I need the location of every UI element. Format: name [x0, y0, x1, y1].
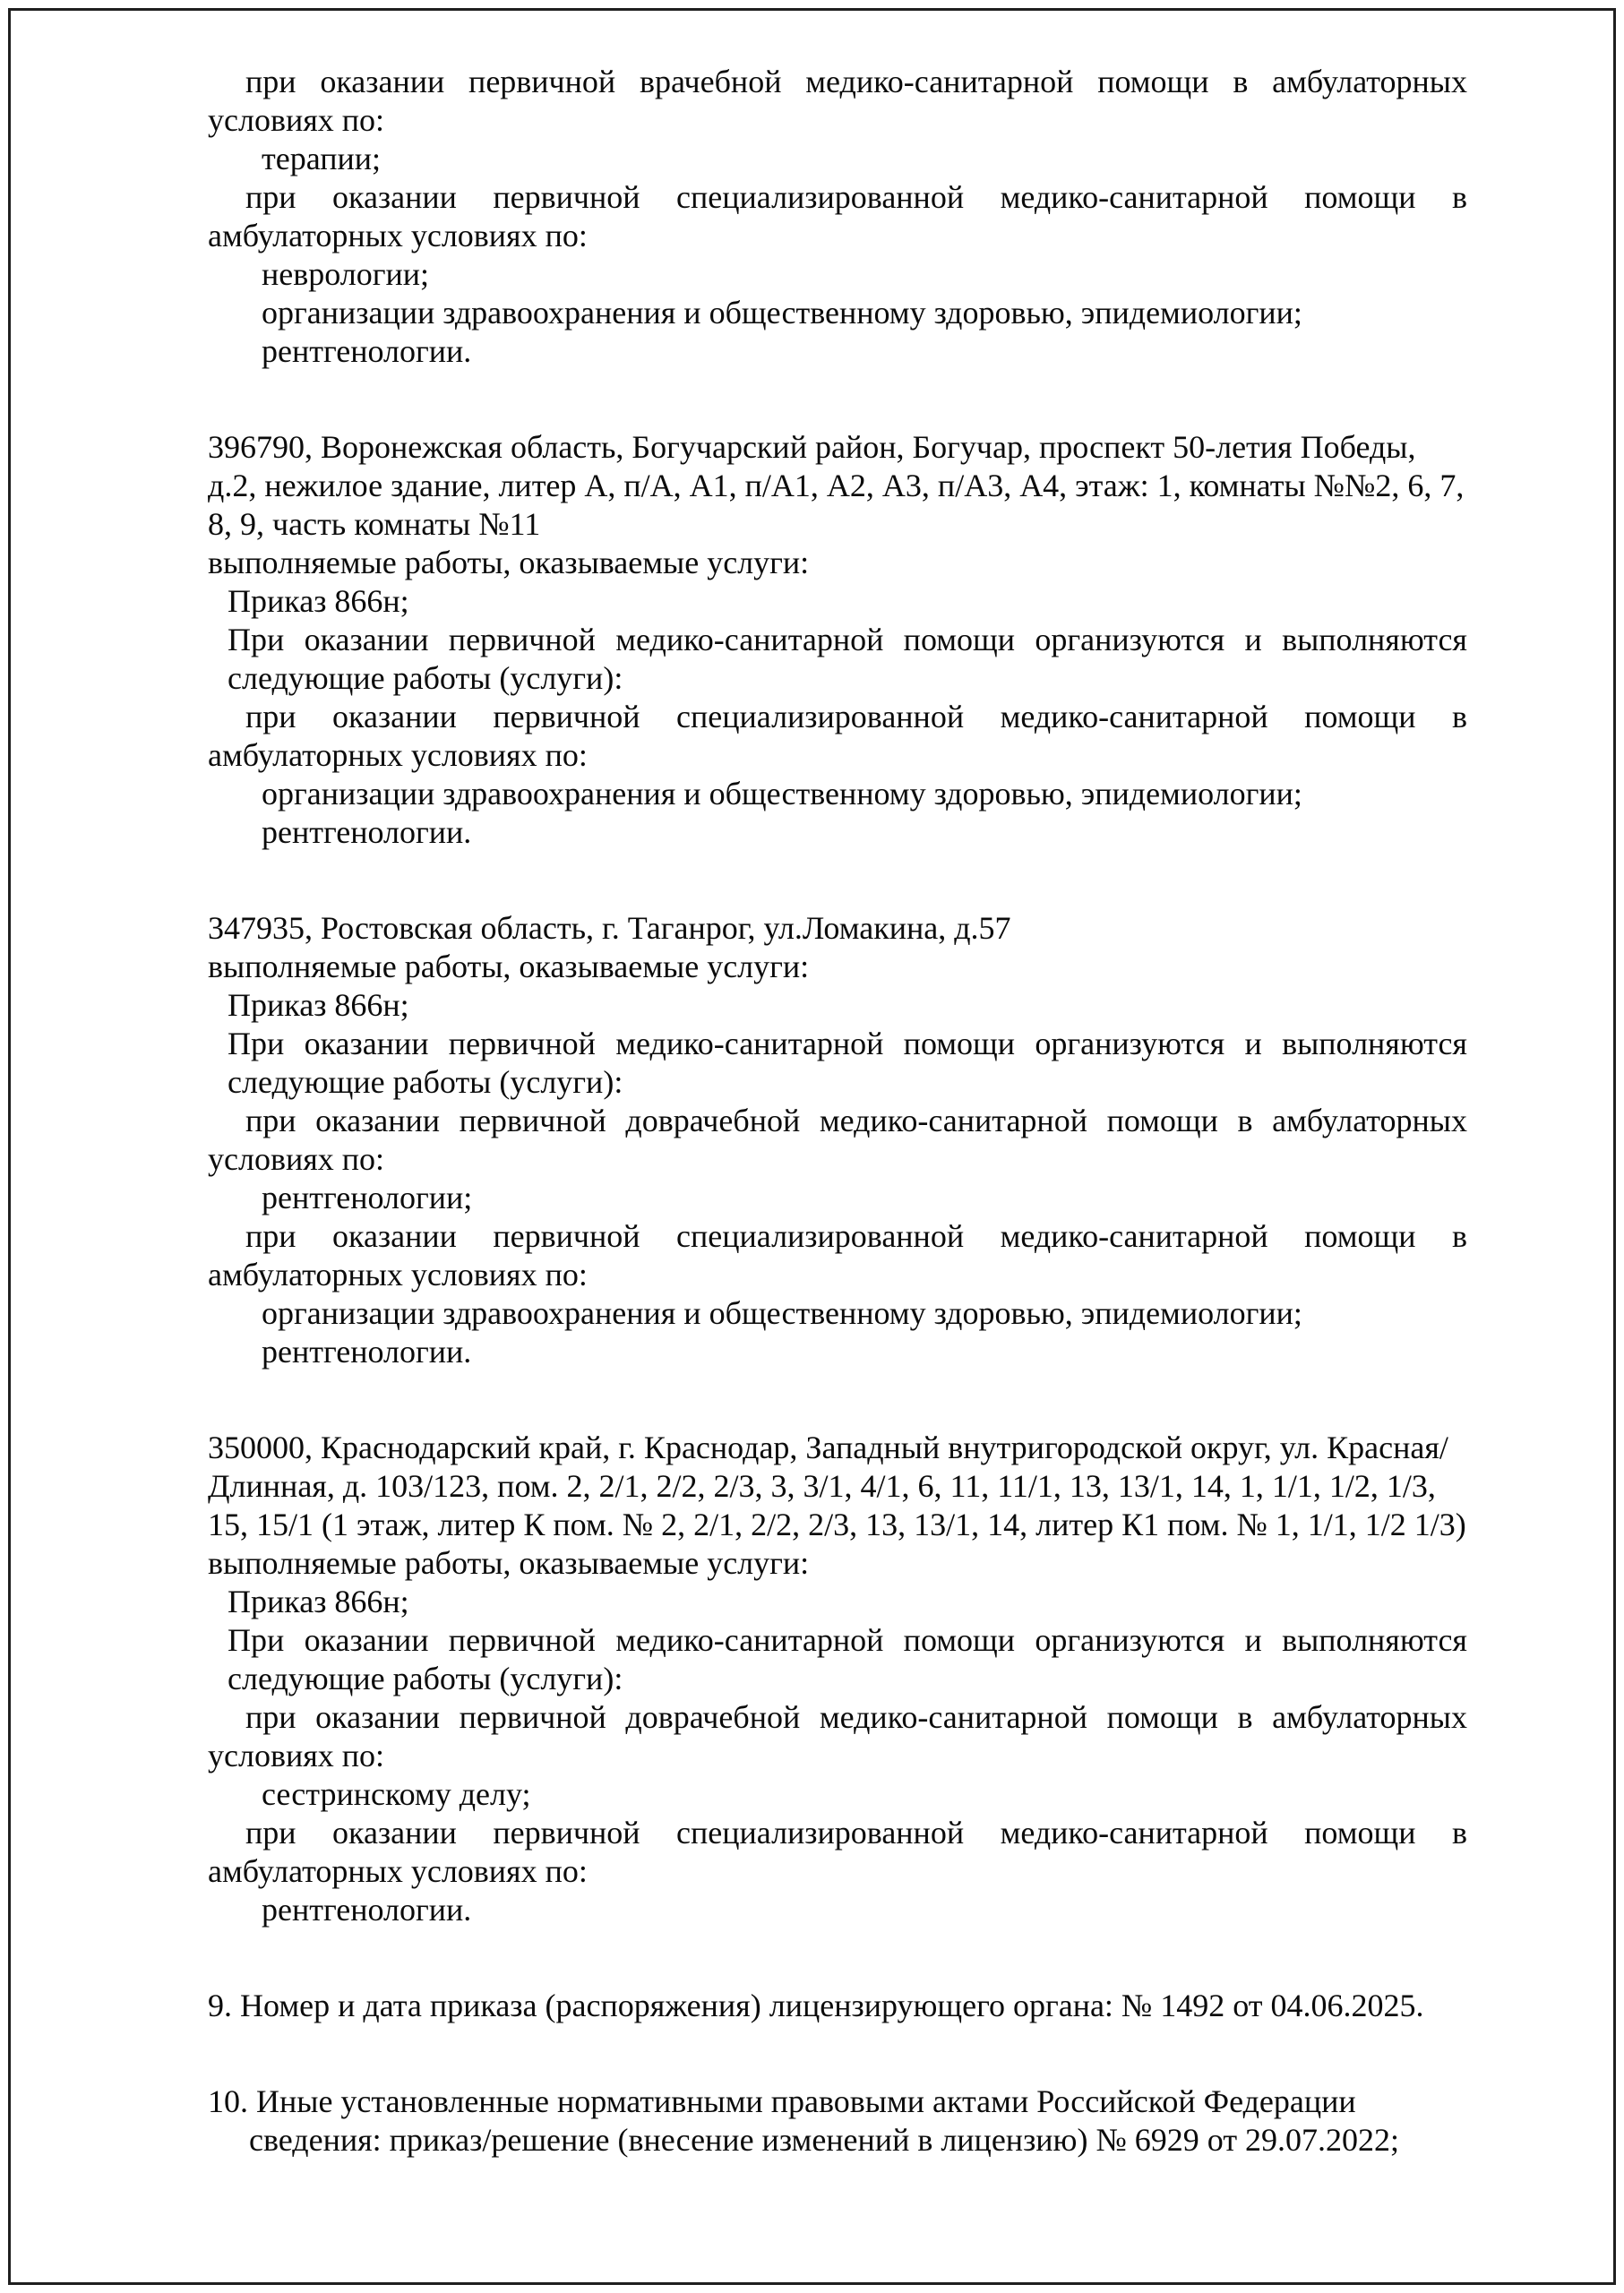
service-intro: При оказании первичной медико-санитарной помощи организуются и выполняются следующие работы (услуги): [228, 622, 1467, 696]
services-continuation-section [208, 63, 1467, 371]
location-section-3 [208, 1429, 1467, 1929]
works-label: выполняемые работы, оказываемые услуги: [208, 949, 810, 984]
service-item: рентгенологии. [262, 333, 472, 369]
location-section-2 [208, 909, 1467, 1371]
location-address: 350000, Краснодарский край, г. Краснодар, Западный внутригородской округ, ул. Красная/Длинная, д. 103/123, пом. 2, 2/1, 2/2, 2/3, 3, 3/1, 4/1, 6, 11, 11/1, 13, 13/1, 14, 1, 1/1, 1/2, 1/3, 15, 15/1 (1 этаж, литер К пом. № 2, 2/1, 2/2, 2/3, 13, 13/1, 14, литер К1 пом. № 1, 1/1, 1/2 1/3) [208, 1430, 1466, 1542]
service-clause: при оказании первичной доврачебной медико-санитарной помощи в амбулаторных условиях по: [208, 1699, 1467, 1773]
service-intro: При оказании первичной медико-санитарной помощи организуются и выполняются следующие работы (услуги): [228, 1622, 1467, 1696]
order-reference: Приказ 866н; [228, 583, 409, 619]
service-item: рентгенологии. [262, 1892, 472, 1928]
works-label: выполняемые работы, оказываемые услуги: [208, 1545, 810, 1581]
service-item: рентгенологии; [262, 1180, 473, 1215]
service-clause: при оказании первичной специализированной медико-санитарной помощи в амбулаторных условиях по: [208, 1815, 1467, 1889]
service-item: рентгенологии. [262, 1334, 472, 1370]
document-page [208, 63, 1467, 2160]
service-clause: при оказании первичной доврачебной медико-санитарной помощи в амбулаторных условиях по: [208, 1103, 1467, 1177]
service-item: сестринскому делу; [262, 1776, 531, 1812]
service-item: организации здравоохранения и общественному здоровью, эпидемиологии; [262, 776, 1302, 812]
service-item: рентгенологии. [262, 814, 472, 850]
location-address: 396790, Воронежская область, Богучарский район, Богучар, проспект 50-летия Победы, д.2, нежилое здание, литер А, п/А, А1, п/А1, А2, А3, п/А3, А4, этаж: 1, комнаты №№2, 6, 7, 8, 9, часть комнаты №11 [208, 429, 1465, 542]
service-item: неврологии; [262, 256, 430, 292]
order-reference: Приказ 866н; [228, 1584, 409, 1619]
order-reference: Приказ 866н; [228, 987, 409, 1023]
item-9-order-number: 9. Номер и дата приказа (распоряжения) лицензирующего органа: № 1492 от 04.06.2025. [208, 1988, 1424, 2023]
service-item: организации здравоохранения и общественному здоровью, эпидемиологии; [262, 295, 1302, 331]
location-section-1 [208, 428, 1467, 852]
service-clause: при оказании первичной врачебной медико-санитарной помощи в амбулаторных условиях по: [208, 64, 1467, 138]
location-address: 347935, Ростовская область, г. Таганрог, ул.Ломакина, д.57 [208, 910, 1011, 946]
works-label: выполняемые работы, оказываемые услуги: [208, 545, 810, 580]
service-intro: При оказании первичной медико-санитарной помощи организуются и выполняются следующие работы (услуги): [228, 1026, 1467, 1100]
service-item: организации здравоохранения и общественному здоровью, эпидемиологии; [262, 1295, 1302, 1331]
item-10-other-info: 10. Иные установленные нормативными правовыми актами Российской Федерации сведения: приказ/решение (внесение изменений в лицензию) № 6929 от 29.07.2022; [208, 2083, 1400, 2158]
service-item: терапии; [262, 141, 382, 176]
service-clause: при оказании первичной специализированной медико-санитарной помощи в амбулаторных условиях по: [208, 699, 1467, 773]
service-clause: при оказании первичной специализированной медико-санитарной помощи в амбулаторных условиях по: [208, 179, 1467, 253]
service-clause: при оказании первичной специализированной медико-санитарной помощи в амбулаторных условиях по: [208, 1218, 1467, 1292]
